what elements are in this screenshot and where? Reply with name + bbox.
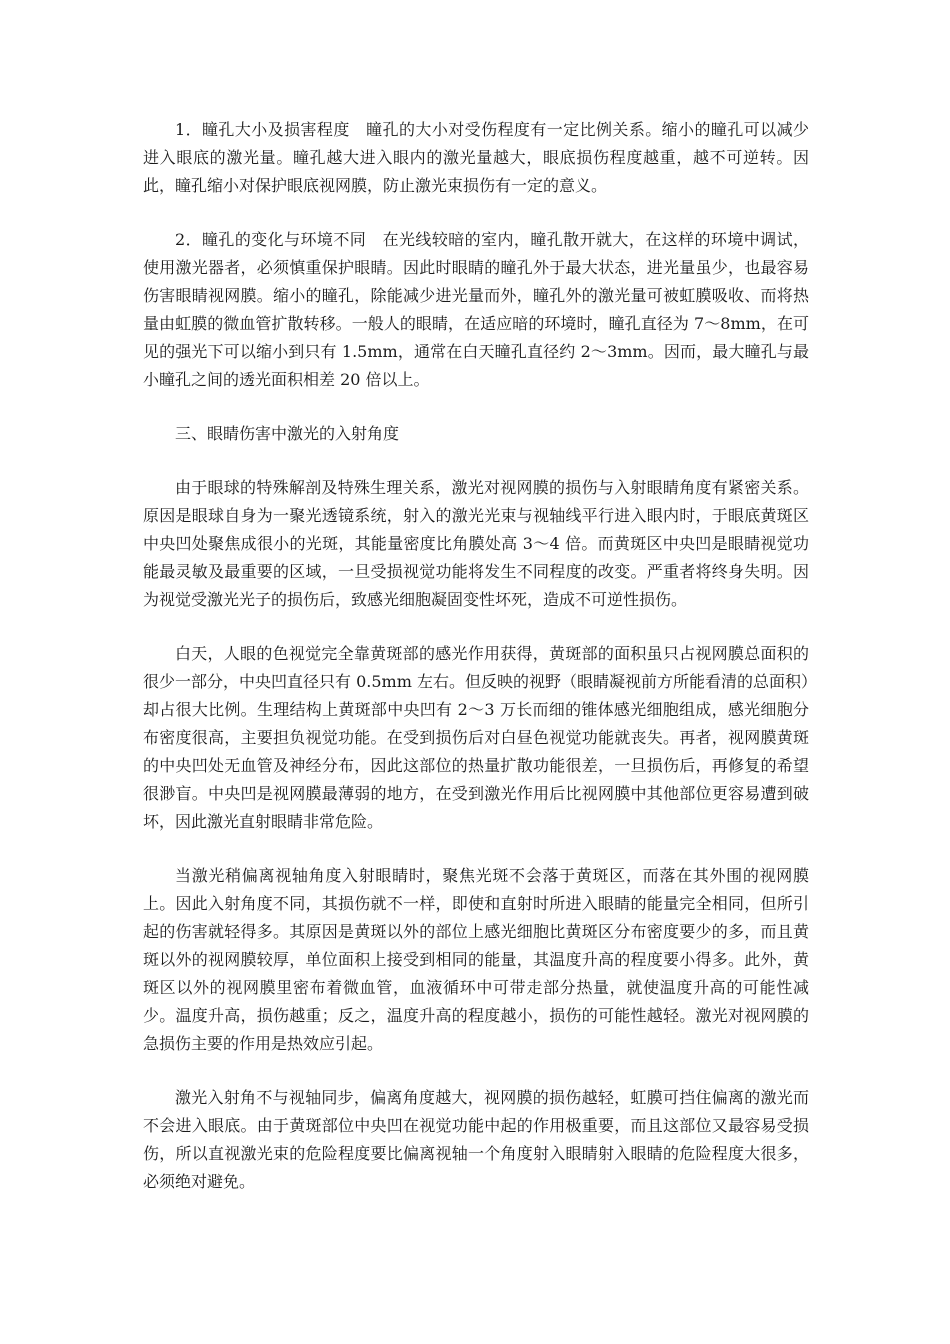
paragraph-eye-anatomy: 由于眼球的特殊解剖及特殊生理关系，激光对视网膜的损伤与入射眼睛角度有紧密关系。原因是眼球自身为一聚光透镜系统，射入的激光光束与视轴线平行进入眼内时，于眼底黄斑区中央凹处聚焦成很小的光斑，其能量密度比角膜处高 3～4 倍。而黄斑区中央凹是眼睛视觉功能最灵敏及最重要的区域，一旦受损视觉功能将发生不同程度的改变。严重者将终身失明。因为视觉受激光光子的损伤后，致感光细胞凝固变性坏死，造成不可逆性损伤。 [143,478,809,609]
paragraph-pupil-size: 1．瞳孔大小及损害程度 瞳孔的大小对受伤程度有一定比例关系。缩小的瞳孔可以减少进入眼底的激光量。瞳孔越大进入眼内的激光量越大，眼底损伤程度越重，越不可逆转。因此，瞳孔缩小对保护眼底视网膜，防止激光束损伤有一定的意义。 [143,120,809,195]
paragraph-pupil-environment: 2．瞳孔的变化与环境不同 在光线较暗的室内，瞳孔散开就大，在这样的环境中调试，使用激光器者，必须慎重保护眼睛。因此时眼睛的瞳孔外于最大状态，进光量虽少，也最容易伤害眼睛视网膜。缩小的瞳孔，除能减少进光量而外，瞳孔外的激光量可被虹膜吸收、而将热量由虹膜的微血管扩散转移。一般人的眼睛，在适应暗的环境时，瞳孔直径为 7～8mm，在可见的强光下可以缩小到只有 1.5mm，通常在白天瞳孔直径约 2～3mm。因而，最大瞳孔与最小瞳孔之间的透光面积相差 20 倍以上。 [143,230,809,389]
paragraph-incidence-conclusion: 激光入射角不与视轴同步，偏离角度越大，视网膜的损伤越轻，虹膜可挡住偏离的激光而不会进入眼底。由于黄斑部位中央凹在视觉功能中起的作用极重要，而且这部位又最容易受损伤，所以直视激光束的危险程度要比偏离视轴一个角度射入眼睛射入眼睛的危险程度大很多，必须绝对避免。 [143,1088,809,1191]
section-heading-incidence-angle: 三、眼睛伤害中激光的入射角度 [175,424,400,443]
paragraph-off-axis: 当激光稍偏离视轴角度入射眼睛时，聚焦光斑不会落于黄斑区，而落在其外围的视网膜上。因此入射角度不同，其损伤就不一样，即使和直射时所进入眼睛的能量完全相同，但所引起的伤害就轻得多。其原因是黄斑以外的部位上感光细胞比黄斑区分布密度要少的多，而且黄斑以外的视网膜较厚，单位面积上接受到相同的能量，其温度升高的程度要小得多。此外，黄斑区以外的视网膜里密布着微血管，血液循环中可带走部分热量，就使温度升高的可能性减少。温度升高，损伤越重；反之，温度升高的程度越小，损伤的可能性越轻。激光对视网膜的急损伤主要的作用是热效应引起。 [143,866,809,1053]
document-body [143,116,809,1222]
paragraph-macula: 白天，人眼的色视觉完全靠黄斑部的感光作用获得，黄斑部的面积虽只占视网膜总面积的很少一部分，中央凹直径只有 0.5mm 左右。但反映的视野（眼睛凝视前方所能看清的总面积）却占很大比例。生理结构上黄斑部中央凹有 2～3 万长而细的锥体感光细胞组成，感光细胞分布密度很高，主要担负视觉功能。在受到损伤后对白昼色视觉功能就丧失。再者，视网膜黄斑的中央凹处无血管及神经分布，因此这部位的热量扩散功能很差，一旦损伤后，再修复的希望很渺盲。中央凹是视网膜最薄弱的地方，在受到激光作用后比视网膜中其他部位更容易遭到破坏，因此激光直射眼睛非常危险。 [143,644,809,831]
